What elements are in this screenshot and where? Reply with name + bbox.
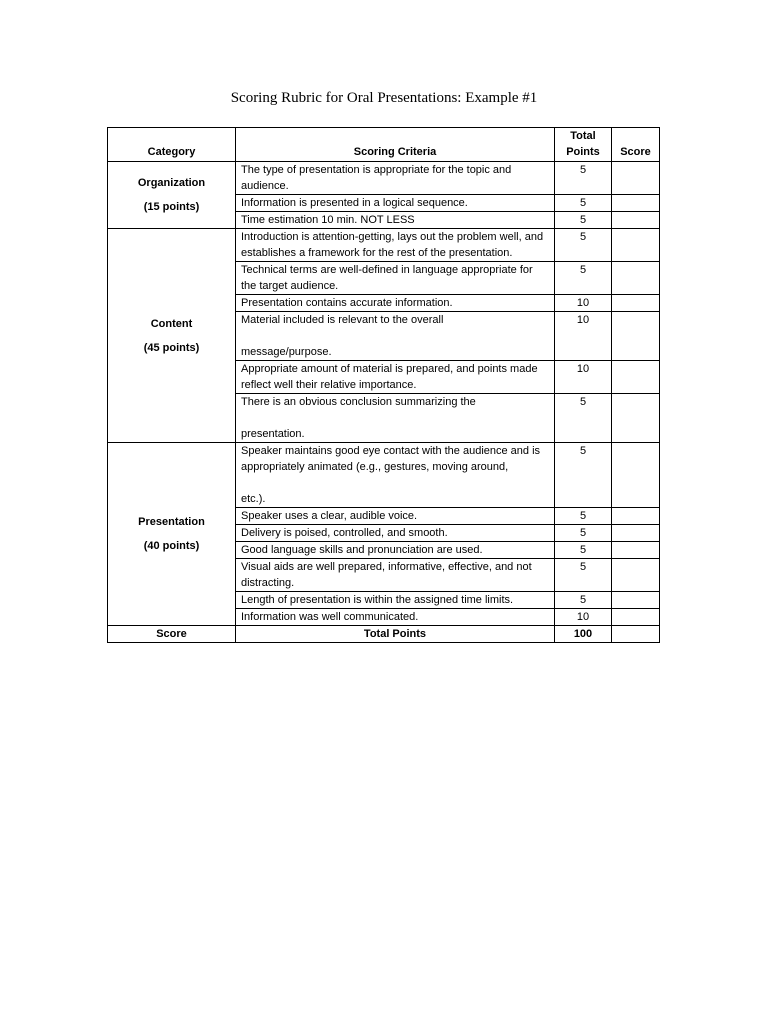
criteria-cell: Presentation contains accurate information. <box>236 295 555 312</box>
criteria-cell: Technical terms are well-defined in language appropriate for the target audience. <box>236 262 555 295</box>
score-cell[interactable] <box>612 542 660 559</box>
category-points: (45 points) <box>143 341 200 354</box>
points-cell: 10 <box>555 312 612 361</box>
points-cell: 5 <box>555 592 612 609</box>
points-cell: 5 <box>555 229 612 262</box>
table-row <box>108 162 660 195</box>
points-cell: 5 <box>555 162 612 195</box>
header-total-points: Total Points <box>555 128 612 162</box>
criteria-cell: Material included is relevant to the overall message/purpose. <box>236 312 555 361</box>
criteria-cell: Appropriate amount of material is prepared, and points made reflect well their relative importance. <box>236 361 555 394</box>
category-cell <box>108 162 236 229</box>
category-cell <box>108 443 236 626</box>
score-cell[interactable] <box>612 394 660 443</box>
score-cell[interactable] <box>612 229 660 262</box>
score-cell[interactable] <box>612 195 660 212</box>
header-row <box>108 128 660 162</box>
criteria-cell: Delivery is poised, controlled, and smooth. <box>236 525 555 542</box>
footer-total-label: Total Points <box>236 626 555 643</box>
criteria-cell: Introduction is attention-getting, lays out the problem well, and establishes a framework for the rest of the presentation. <box>236 229 555 262</box>
score-cell[interactable] <box>612 162 660 195</box>
criteria-cell: Length of presentation is within the assigned time limits. <box>236 592 555 609</box>
score-cell[interactable] <box>612 361 660 394</box>
score-cell[interactable] <box>612 295 660 312</box>
points-cell: 5 <box>555 443 612 508</box>
points-cell: 5 <box>555 525 612 542</box>
footer-total-value: 100 <box>555 626 612 643</box>
points-cell: 5 <box>555 262 612 295</box>
footer-score-label: Score <box>108 626 236 643</box>
score-cell[interactable] <box>612 312 660 361</box>
criteria-cell: Speaker maintains good eye contact with the audience and is appropriately animated (e.g., gestures, moving around, etc.). <box>236 443 555 508</box>
criteria-cell: There is an obvious conclusion summarizing the presentation. <box>236 394 555 443</box>
rubric-table <box>107 127 660 643</box>
points-cell: 5 <box>555 542 612 559</box>
points-cell: 5 <box>555 508 612 525</box>
points-cell: 10 <box>555 609 612 626</box>
page-title: Scoring Rubric for Oral Presentations: Example #1 <box>230 90 538 106</box>
score-cell[interactable] <box>612 262 660 295</box>
header-category: Category <box>108 128 236 162</box>
footer-score-cell[interactable] <box>612 626 660 643</box>
category-points: (15 points) <box>143 201 200 213</box>
points-cell: 10 <box>555 361 612 394</box>
criteria-cell: Information is presented in a logical sequence. <box>236 195 555 212</box>
criteria-cell: Information was well communicated. <box>236 609 555 626</box>
criteria-cell: The type of presentation is appropriate for the topic and audience. <box>236 162 555 195</box>
table-row <box>108 443 660 508</box>
criteria-cell: Good language skills and pronunciation are used. <box>236 542 555 559</box>
rubric-body <box>108 162 660 626</box>
points-cell: 10 <box>555 295 612 312</box>
footer-row <box>108 626 660 643</box>
score-cell[interactable] <box>612 212 660 229</box>
points-cell: 5 <box>555 559 612 592</box>
points-cell: 5 <box>555 212 612 229</box>
criteria-cell: Visual aids are well prepared, informative, effective, and not distracting. <box>236 559 555 592</box>
table-row <box>108 229 660 262</box>
category-name: Presentation <box>138 516 205 528</box>
header-criteria: Scoring Criteria <box>236 128 555 162</box>
points-cell: 5 <box>555 394 612 443</box>
category-name: Content <box>150 317 193 330</box>
score-cell[interactable] <box>612 559 660 592</box>
score-cell[interactable] <box>612 609 660 626</box>
criteria-cell: Speaker uses a clear, audible voice. <box>236 508 555 525</box>
points-cell: 5 <box>555 195 612 212</box>
category-points: (40 points) <box>143 540 200 552</box>
criteria-cell: Time estimation 10 min. NOT LESS <box>236 212 555 229</box>
score-cell[interactable] <box>612 508 660 525</box>
score-cell[interactable] <box>612 525 660 542</box>
category-cell <box>108 229 236 443</box>
header-score: Score <box>612 128 660 162</box>
score-cell[interactable] <box>612 592 660 609</box>
score-cell[interactable] <box>612 443 660 508</box>
category-name: Organization <box>137 177 206 189</box>
